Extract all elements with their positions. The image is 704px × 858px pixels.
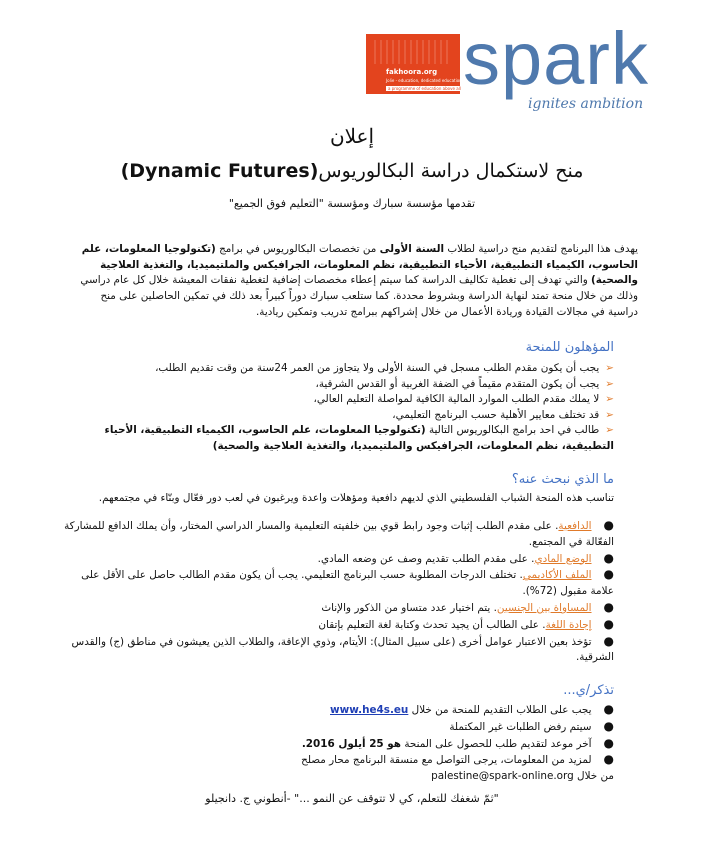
arrow-icon: ➢	[605, 393, 614, 405]
list-item	[64, 518, 614, 551]
remember-heading: تذكر/ي...	[563, 683, 614, 698]
eligible-list	[54, 361, 614, 454]
criterion-text: . على مقدم الطلب تقديم وصف عن وضعه المادي.	[317, 552, 535, 565]
list-item	[64, 719, 614, 736]
eligible-item-text: يجب أن يكون مقدم الطلب مسجل في السنة الأولى ولا يتجاوز من العمر 24سنة من وقت تقديم الطلب،	[155, 362, 600, 374]
list-item	[64, 551, 614, 568]
list-item	[64, 702, 614, 719]
arrow-icon: ➢	[605, 362, 614, 374]
remember-item-text: لمزيد من المعلومات، يرجى التواصل مع منسقة البرنامج محار مصلح	[301, 754, 592, 767]
fakhoora-name: fakhoora.org	[386, 68, 438, 76]
criterion-text: . على الطالب أن يجيد تحدث وكتابة لغة التعليم بإتقان	[318, 618, 546, 631]
intro-majors: (تكنولوجيا المعلومات، علم الحاسوب، الكيمياء التطبيقية، الأحياء التطبيقية، نظم المعلومات، الجرافيكس والملتيميديا، والتغذية العلاجية والصحية)	[81, 243, 638, 287]
eligible-item-text: طالب في احد برامج البكالوريوس التالية	[428, 424, 600, 436]
bullet-icon: ●	[603, 518, 614, 532]
spark-logo: spark	[463, 17, 649, 100]
subtitle-arabic: منح لاستكمال دراسة البكالوريوس	[318, 160, 584, 182]
bullet-icon: ●	[603, 752, 614, 767]
apply-link[interactable]: www.he4s.eu	[330, 704, 409, 716]
presenter-line: تقدمها مؤسسة سبارك ومؤسسة "التعليم فوق الجميع"	[228, 197, 476, 210]
closing-quote	[0, 792, 704, 805]
criterion-label: الوضع المادي	[534, 552, 592, 565]
eligible-heading: المؤهلون للمنحة	[525, 340, 614, 355]
intro-first-year: السنة الأولى	[379, 243, 445, 255]
eligible-item-text: يجب أن يكون المتقدم مقيماً في الضفة الغربية أو القدس الشرقية،	[315, 377, 600, 390]
list-item	[64, 567, 614, 600]
list-item-continuation	[64, 769, 614, 785]
remember-item-text: آخر موعد لتقديم طلب للحصول على المنحة	[404, 737, 592, 750]
bullet-icon: ●	[603, 599, 614, 614]
eligible-majors: (تكنولوجيا المعلومات، علم الحاسوب، الكيمياء التطبيقية، الأحياء التطبيقية، نظم المعلومات، الجرافيكس والملتيميديا، والتغذية العلاجية والصحية)	[104, 424, 614, 452]
bullet-icon: ●	[603, 718, 614, 733]
contact-email[interactable]: palestine@spark-online.org	[431, 770, 574, 783]
intro-text-3: والتي تهدف إلى تغطية تكاليف الدراسة كما سيتم إعطاء مخصصات إضافية لتغطية نفقات المعيشة خلال كل عام دراسي وذلك من خلال منحة تمتد لنهاية الدراسة وبشروط محددة. كما ستلعب سبارك دوراً كبيراً بعد ذلك في تمكين الحاصلين على منح دراسية في مجالات القيادة وريادة الأعمال من خلال إشراكهم ببرامج تدريب وتمكين ريادية.	[80, 274, 638, 318]
bullet-icon: ●	[603, 702, 614, 716]
eligible-item-text: قد تختلف معايير الأهلية حسب البرنامج التعليمي،	[392, 408, 600, 421]
intro-text-1: يهدف هذا البرنامج لتقديم منح دراسية لطلاب	[447, 243, 638, 255]
list-item	[64, 600, 614, 617]
logo-pattern	[374, 40, 452, 64]
quote-author: -أنطوني ج. دانجيلو	[205, 792, 291, 805]
intro-paragraph	[72, 242, 638, 321]
list-item	[54, 408, 614, 424]
deadline: هو 25 أيلول 2016.	[301, 737, 401, 750]
criterion-label: المساواة بين الجنسين	[496, 601, 592, 614]
criterion-text: تؤخذ بعين الاعتبار عوامل أخرى (على سبيل المثال): الأيتام، وذوي الإعاقة، والطلاب الذين يعيشون في مناطق (ج) والقدس الشرقية.	[71, 635, 614, 664]
remember-item-text: يجب على الطلاب التقديم للمنحة من خلال	[411, 704, 592, 716]
remember-item-text: سيتم رفض الطلبات غير المكتملة	[449, 720, 592, 733]
fakhoora-logo	[366, 34, 460, 94]
seeking-heading: ما الذي نبحث عنه؟	[511, 472, 614, 487]
list-item	[64, 617, 614, 634]
quote-text: "ثمّ شغفك للتعلم، كي لا تتوقف عن النمو ..."	[294, 792, 499, 805]
bullet-icon: ●	[603, 550, 614, 565]
bullet-icon: ●	[603, 567, 614, 582]
list-item	[54, 377, 614, 393]
list-item	[64, 736, 614, 753]
list-item	[64, 752, 614, 769]
arrow-icon: ➢	[605, 424, 614, 436]
criterion-text: . على مقدم الطلب إثبات وجود رابط قوي بين خلفيته التعليمية والمسار الدراسي المختار، وأن يملك الدافع للمشاركة الفعّالة في المجتمع.	[64, 520, 614, 548]
remember-list	[64, 702, 614, 785]
bullet-icon: ●	[603, 616, 614, 631]
list-item	[54, 392, 614, 408]
bullet-icon: ●	[603, 633, 614, 648]
page-subtitle	[0, 160, 704, 182]
subtitle-english: (Dynamic Futures)	[120, 160, 319, 182]
criterion-label: إجادة اللغة	[545, 618, 592, 631]
criterion-text: . يتم اختيار عدد متساو من الذكور والإناث	[321, 601, 497, 614]
remember-item-text: من خلال	[577, 770, 614, 783]
page-title: إعلان	[329, 124, 375, 148]
arrow-icon: ➢	[605, 377, 614, 390]
list-item	[54, 423, 614, 454]
list-item	[54, 361, 614, 377]
spark-tagline: ignites ambition	[528, 96, 644, 112]
list-item	[64, 634, 614, 667]
criterion-text: . تختلف الدرجات المطلوبة حسب البرنامج التعليمي. يجب أن يكون مقدم الطالب حاصل على الأقل على علامة مقبول (72%).	[81, 569, 614, 598]
intro-text-2: من تخصصات البكالوريوس في برامج	[219, 243, 377, 255]
seeking-lead: تناسب هذه المنحة الشباب الفلسطيني الذي لديهم دافعية ومؤهلات واعدة ويرغبون في لعب دور فعّال وبنّاء في مجتمعهم.	[98, 492, 614, 504]
criterion-label: الملف الأكاديمي	[522, 569, 592, 582]
fakhoora-foot: a programme of education above all	[388, 86, 461, 91]
eligible-item-text: لا يملك مقدم الطلب الموارد المالية الكافية لمواصلة التعليم العالي،	[313, 393, 600, 405]
arrow-icon: ➢	[605, 408, 614, 421]
fakhoora-sub: Jolie - education, dedicated education	[386, 78, 462, 83]
seeking-list	[64, 518, 614, 666]
criterion-label: الدافعية	[558, 520, 592, 532]
bullet-icon: ●	[603, 735, 614, 750]
